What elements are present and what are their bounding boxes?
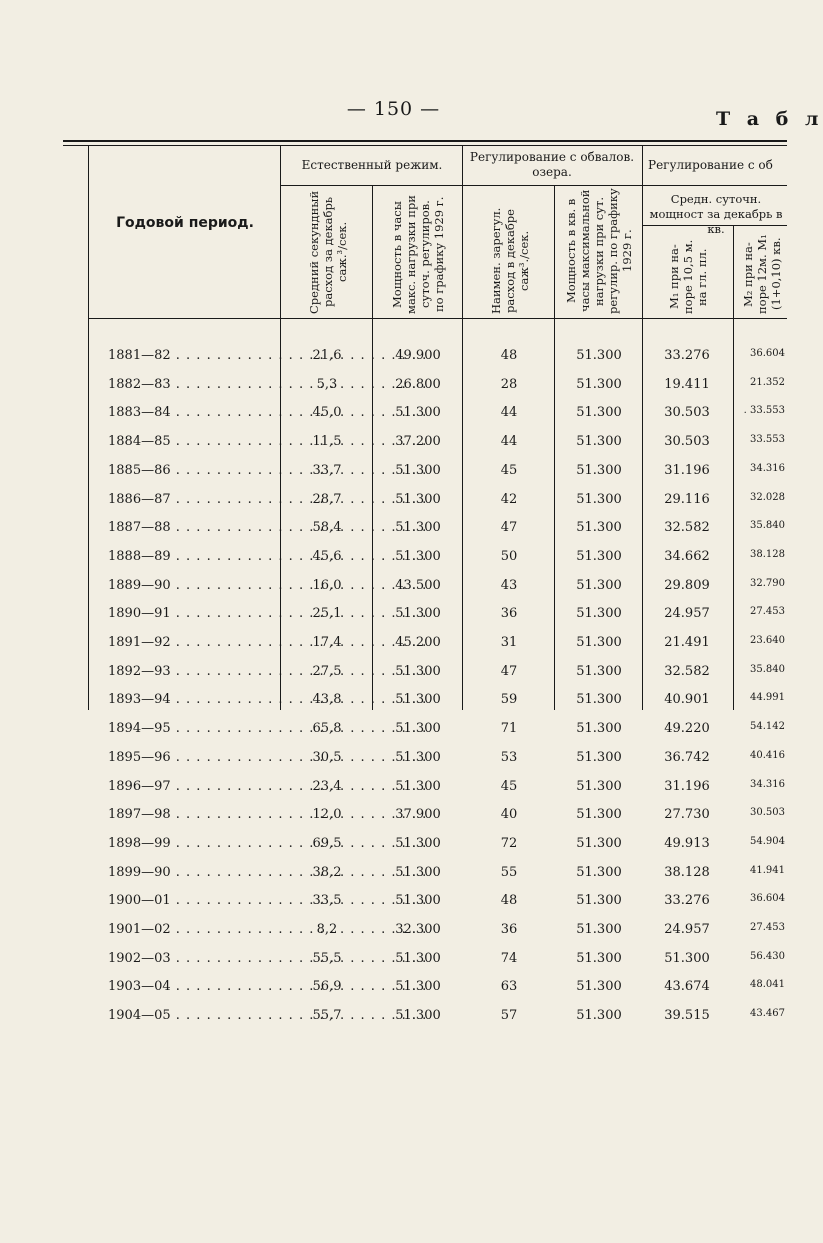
regulated-power-cell: 51.300 [576, 663, 622, 679]
natural-power-cell: 51.300 [395, 663, 441, 679]
table-row [0, 859, 787, 887]
regulated-power-cell: 51.300 [576, 548, 622, 564]
m2-cell: 56.430 [750, 950, 785, 962]
regulated-power-cell: 51.300 [576, 922, 622, 937]
m2-cell: 43.467 [750, 1008, 785, 1020]
period-cell: 1890—91 . . . [108, 606, 280, 621]
m2-cell: 21.352 [750, 376, 785, 388]
natural-power-cell: 26.800 [395, 376, 441, 392]
flow-cell: 5,3 [316, 376, 338, 392]
table-row [0, 543, 787, 571]
period-cell: 1897—98 . . . [108, 807, 280, 822]
m2-cell: 34.316 [750, 778, 785, 790]
regulated-power-cell: 51.300 [576, 692, 622, 708]
period-cell: 1887—88 . . . [108, 520, 280, 535]
natural-power-cell: 51.300 [395, 1008, 441, 1024]
m1-cell: 49.220 [664, 721, 710, 737]
flow-cell: 33,7 [312, 462, 342, 478]
header-col1: Средний секундный расход за декабрь саж.³/сек. [307, 190, 349, 314]
natural-power-cell: 45.200 [395, 635, 441, 650]
table-row [0, 600, 787, 628]
m2-cell: 32.790 [750, 577, 785, 589]
header-natural-regime: Естественный режим. [301, 158, 443, 172]
table-row [0, 486, 787, 514]
period-cell: 1886—87 . . . [108, 492, 280, 507]
min-flow-cell: 43 [500, 577, 518, 593]
m1-cell: 33.276 [664, 893, 710, 909]
m2-cell: 27.453 [750, 606, 785, 618]
m2-cell: 35.840 [750, 520, 785, 532]
m1-cell: 40.901 [664, 692, 710, 708]
period-cell: 1884—85 . . . [108, 434, 280, 449]
table-caption: Т а б л [716, 108, 823, 130]
m2-cell: 35.840 [750, 663, 785, 675]
period-cell: 1882—83 . . . [108, 377, 280, 392]
min-flow-cell: 36 [500, 922, 518, 937]
regulated-power-cell: 51.300 [576, 721, 622, 737]
regulated-power-cell: 51.300 [576, 893, 622, 909]
m2-cell: 34.316 [750, 462, 785, 474]
m2-cell: 33.553 [750, 434, 785, 446]
min-flow-cell: 45 [500, 462, 518, 478]
regulated-power-cell: 51.300 [576, 491, 622, 507]
m1-cell: 31.196 [664, 778, 710, 794]
min-flow-cell: 28 [500, 376, 518, 392]
min-flow-cell: 44 [500, 405, 518, 421]
regulated-power-cell: 51.300 [576, 376, 622, 392]
min-flow-cell: 53 [500, 749, 518, 765]
min-flow-cell: 42 [500, 491, 518, 507]
period-cell: 1903—04 . . . [108, 979, 280, 994]
flow-cell: 45,6 [312, 548, 342, 564]
flow-cell: 27,5 [312, 663, 342, 679]
period-cell: 1899—90 . . . [108, 865, 280, 880]
period-cell: 1888—89 . . . [108, 549, 280, 564]
regulated-power-cell: 51.300 [576, 778, 622, 794]
m2-cell: 30.503 [750, 807, 785, 819]
m2-cell: 44.991 [750, 692, 785, 704]
natural-power-cell: 51.300 [395, 835, 441, 851]
flow-cell: 23,4 [312, 778, 342, 794]
min-flow-cell: 63 [500, 979, 518, 995]
regulated-power-cell: 51.300 [576, 835, 622, 851]
flow-cell: 30,5 [312, 749, 342, 765]
header-col6: M₂ при на- поре 12м. M₁ (1+0,10) кв. [741, 234, 783, 314]
regulated-power-cell: 51.300 [576, 1008, 622, 1024]
regulated-power-cell: 51.300 [576, 635, 622, 650]
flow-cell: 65,8 [312, 721, 342, 737]
period-cell: 1904—05 . . . [108, 1008, 280, 1023]
m1-cell: 27.730 [664, 807, 710, 823]
m1-cell: 30.503 [664, 434, 710, 450]
m1-cell: 32.582 [664, 520, 710, 536]
natural-power-cell: 51.300 [395, 520, 441, 536]
m1-cell: 31.196 [664, 462, 710, 478]
m1-cell: 24.957 [664, 606, 710, 622]
natural-power-cell: 51.300 [395, 950, 441, 966]
m1-cell: 39.515 [664, 1008, 710, 1024]
m1-cell: 21.491 [664, 635, 710, 650]
regulated-power-cell: 51.300 [576, 950, 622, 966]
m1-cell: 34.662 [664, 548, 710, 564]
period-cell: 1881—82 . . . [108, 348, 280, 363]
header-avg-daily-power: Средн. суточн. мощност за декабрь в кв. [649, 192, 783, 236]
flow-cell: 55,5 [312, 950, 342, 966]
flow-cell: 55,7 [312, 1008, 342, 1024]
flow-cell: 33,5 [312, 893, 342, 909]
regulated-power-cell: 51.300 [576, 864, 622, 880]
m1-cell: 36.742 [664, 749, 710, 765]
regulated-power-cell: 51.300 [576, 348, 622, 363]
regulated-power-cell: 51.300 [576, 606, 622, 622]
table-row [0, 342, 787, 370]
min-flow-cell: 48 [500, 348, 518, 363]
m2-cell: 54.142 [750, 721, 785, 733]
min-flow-cell: 55 [500, 864, 518, 880]
period-cell: 1885—86 . . . [108, 463, 280, 478]
m2-cell: 32.028 [750, 491, 785, 503]
top-rule-thick [63, 140, 787, 142]
m1-cell: 19.411 [664, 376, 710, 392]
flow-cell: 21,6 [312, 348, 342, 363]
min-flow-cell: 48 [500, 893, 518, 909]
natural-power-cell: 51.300 [395, 548, 441, 564]
min-flow-cell: 40 [500, 807, 518, 823]
natural-power-cell: 51.300 [395, 778, 441, 794]
min-flow-cell: 36 [500, 606, 518, 622]
flow-cell: 28,7 [312, 491, 342, 507]
regulated-power-cell: 51.300 [576, 434, 622, 450]
table-row [0, 371, 787, 399]
period-cell: 1883—84 . . . [108, 405, 280, 420]
natural-power-cell: 51.300 [395, 864, 441, 880]
natural-power-cell: 51.300 [395, 692, 441, 708]
min-flow-cell: 59 [500, 692, 518, 708]
min-flow-cell: 45 [500, 778, 518, 794]
top-rule-thin [63, 145, 787, 146]
period-cell: 1893—94 . . . [108, 692, 280, 707]
flow-cell: 8,2 [316, 922, 338, 937]
flow-cell: 11,5 [312, 434, 342, 450]
m2-cell: 27.453 [750, 922, 785, 933]
m2-cell: 36.604 [750, 348, 785, 359]
m2-cell: 40.416 [750, 749, 785, 761]
m2-cell: 54.904 [750, 835, 785, 847]
natural-power-cell: 37.900 [395, 807, 441, 823]
table-row [0, 629, 787, 657]
period-cell: 1889—90 . . . [108, 578, 280, 593]
natural-power-cell: 51.300 [395, 893, 441, 909]
period-cell: 1901—02 . . . [108, 922, 280, 937]
table-row [0, 830, 787, 858]
flow-cell: 58,4 [312, 520, 342, 536]
header-regulation-clipped: Регулирование с об [648, 158, 773, 172]
header-bottom-line [88, 318, 787, 319]
m1-cell: 32.582 [664, 663, 710, 679]
flow-cell: 45,0 [312, 405, 342, 421]
m1-cell: 51.300 [664, 950, 710, 966]
regulated-power-cell: 51.300 [576, 577, 622, 593]
table-row [0, 1002, 787, 1030]
m2-cell: 48.041 [750, 979, 785, 991]
table-row [0, 916, 787, 944]
min-flow-cell: 50 [500, 548, 518, 564]
header-col4: Мощность в кв. в часы максимальной нагрузки при сут. регулир. по графику 1929 г. [564, 188, 634, 314]
m2-cell: 41.941 [750, 864, 785, 876]
natural-power-cell: 51.300 [395, 462, 441, 478]
m1-cell: 29.809 [664, 577, 710, 593]
table-row [0, 945, 787, 973]
m1-cell: 24.957 [664, 922, 710, 937]
flow-cell: 25,1 [312, 606, 342, 622]
header-group-line [280, 185, 787, 186]
table-row [0, 514, 787, 542]
regulated-power-cell: 51.300 [576, 807, 622, 823]
table-row [0, 658, 787, 686]
natural-power-cell: 51.300 [395, 405, 441, 421]
flow-cell: 17,4 [312, 635, 342, 650]
regulated-power-cell: 51.300 [576, 520, 622, 536]
natural-power-cell: 32.300 [395, 922, 441, 937]
m1-cell: 33.276 [664, 348, 710, 363]
table-row [0, 428, 787, 456]
flow-cell: 43,8 [312, 692, 342, 708]
m2-cell: 23.640 [750, 635, 785, 646]
period-cell: 1900—01 . . . [108, 893, 280, 908]
period-cell: 1891—92 . . . [108, 635, 280, 650]
min-flow-cell: 31 [500, 635, 518, 650]
regulated-power-cell: 51.300 [576, 462, 622, 478]
min-flow-cell: 47 [500, 663, 518, 679]
m1-cell: 49.913 [664, 835, 710, 851]
header-regulation-lowering: Регулирование с обвалов. озера. [469, 150, 635, 179]
m2-cell: . 33.553 [743, 405, 785, 417]
min-flow-cell: 74 [500, 950, 518, 966]
regulated-power-cell: 51.300 [576, 749, 622, 765]
table-row [0, 801, 787, 829]
natural-power-cell: 51.300 [395, 721, 441, 737]
table-row [0, 399, 787, 427]
natural-power-cell: 37.200 [395, 434, 441, 450]
natural-power-cell: 51.300 [395, 606, 441, 622]
table-row [0, 715, 787, 743]
m2-cell: 36.604 [750, 893, 785, 905]
period-cell: 1895—96 . . . [108, 750, 280, 765]
min-flow-cell: 72 [500, 835, 518, 851]
page-number: — 150 — [346, 98, 441, 120]
m1-cell: 43.674 [664, 979, 710, 995]
header-period: Годовой период. [116, 215, 254, 231]
header-col5: M₁ при на- поре 10,5 м. на гл. пл. [667, 239, 709, 314]
period-cell: 1892—93 . . . [108, 664, 280, 679]
header-col3: Наимен. зарегул. расход в декабре саж³./сек. [489, 207, 531, 314]
table-row [0, 744, 787, 772]
regulated-power-cell: 51.300 [576, 979, 622, 995]
period-cell: 1898—99 . . . [108, 836, 280, 851]
min-flow-cell: 71 [500, 721, 518, 737]
natural-power-cell: 49.900 [395, 348, 441, 363]
regulated-power-cell: 51.300 [576, 405, 622, 421]
header-col2: Мощность в часы макс. нагрузки при суточ. регулиров. по графику 1929 г. [390, 195, 446, 314]
m1-cell: 38.128 [664, 864, 710, 880]
natural-power-cell: 51.300 [395, 491, 441, 507]
natural-power-cell: 43.500 [395, 577, 441, 593]
flow-cell: 16,0 [312, 577, 342, 593]
m1-cell: 29.116 [664, 491, 710, 507]
table-row [0, 457, 787, 485]
table-row [0, 572, 787, 600]
flow-cell: 38,2 [312, 864, 342, 880]
min-flow-cell: 57 [500, 1008, 518, 1024]
natural-power-cell: 51.300 [395, 749, 441, 765]
flow-cell: 69,5 [312, 835, 342, 851]
period-cell: 1894—95 . . . [108, 721, 280, 736]
table-row [0, 973, 787, 1001]
flow-cell: 56,9 [312, 979, 342, 995]
m2-cell: 38.128 [750, 548, 785, 560]
min-flow-cell: 47 [500, 520, 518, 536]
period-cell: 1902—03 . . . [108, 951, 280, 966]
m1-cell: 30.503 [664, 405, 710, 421]
table-row [0, 686, 787, 714]
period-cell: 1896—97 . . . [108, 779, 280, 794]
natural-power-cell: 51.300 [395, 979, 441, 995]
table-row [0, 773, 787, 801]
flow-cell: 12,0 [312, 807, 342, 823]
table-row [0, 887, 787, 915]
min-flow-cell: 44 [500, 434, 518, 450]
